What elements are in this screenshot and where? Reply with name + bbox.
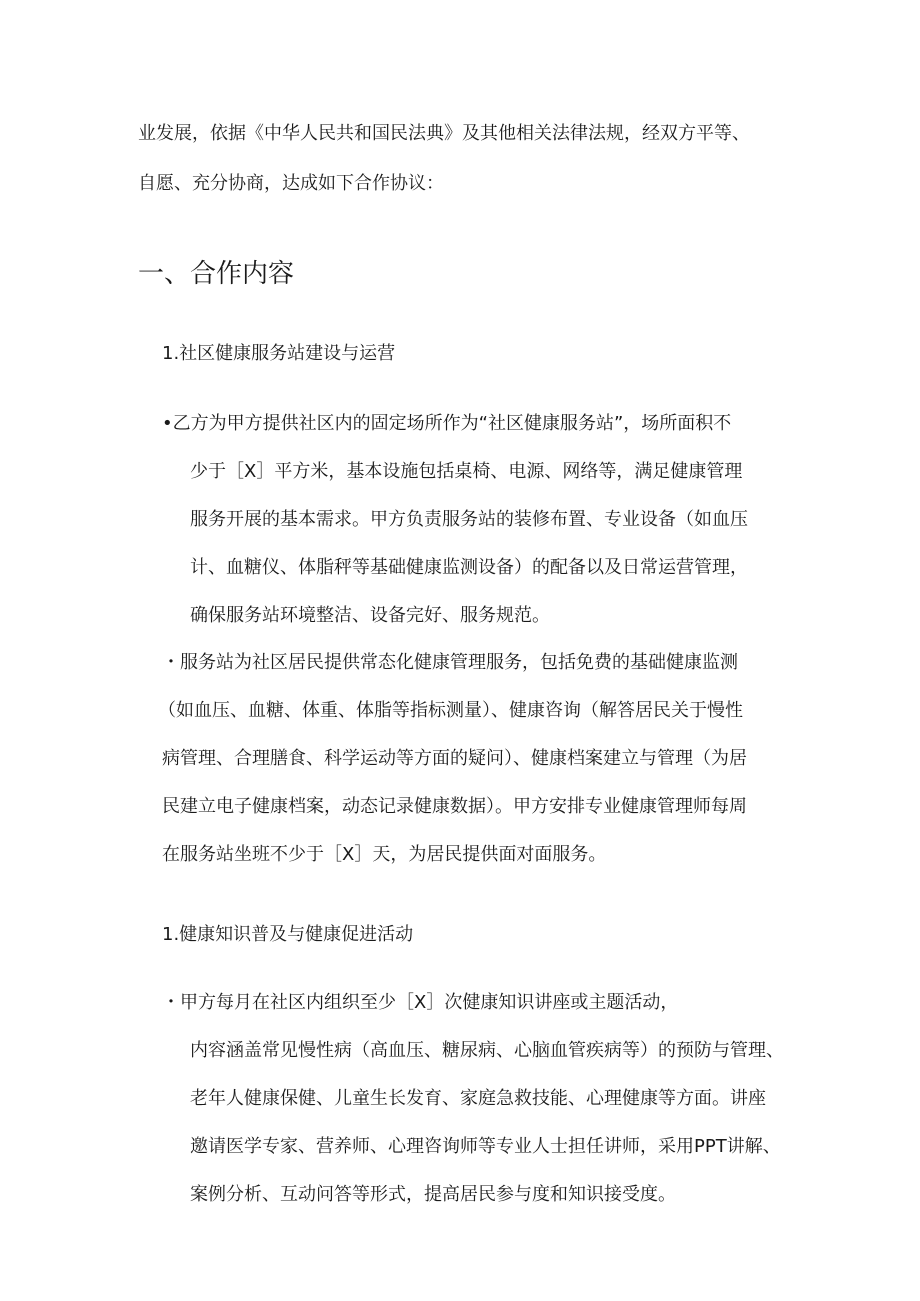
- paragraph-line: 内容涵盖常见慢性病（高血压、糖尿病、心脑血管疾病等）的预防与管理、: [190, 1040, 784, 1061]
- paragraph-line: 民建立电子健康档案，动态记录健康数据）。甲方安排专业健康管理师每周: [162, 796, 747, 817]
- paragraph-line: 邀请医学专家、营养师、心理咨询师等专业人士担任讲师，采用PPT讲解、: [190, 1136, 781, 1157]
- paragraph-line: •乙方为甲方提供社区内的固定场所作为“社区健康服务站”，场所面积不: [162, 413, 732, 434]
- paragraph-line: ・甲方每月在社区内组织至少［X］次健康知识讲座或主题活动，: [162, 992, 679, 1013]
- paragraph-line: （如血压、血糖、体重、体脂等指标测量）、健康咨询（解答居民关于慢性: [158, 700, 743, 721]
- intro-line: 业发展，依据《中华人民共和国民法典》及其他相关法律法规，经双方平等、: [138, 123, 750, 144]
- paragraph-line: 在服务站坐班不少于［X］天，为居民提供面对面服务。: [162, 844, 607, 865]
- subsection-title: 1.社区健康服务站建设与运营: [162, 343, 396, 364]
- paragraph-line: 少于［X］平方米，基本设施包括桌椅、电源、网络等，满足健康管理: [190, 461, 743, 482]
- paragraph-line: 服务开展的基本需求。甲方负责服务站的装修布置、专业设备（如血压: [190, 509, 748, 530]
- paragraph-line: 案例分析、互动问答等形式，提高居民参与度和知识接受度。: [190, 1184, 676, 1205]
- subsection-title: 1.健康知识普及与健康促进活动: [162, 924, 414, 945]
- section-heading: 一、合作内容: [138, 259, 295, 289]
- paragraph-line: 老年人健康保健、儿童生长发育、家庭急救技能、心理健康等方面。讲座: [190, 1088, 766, 1109]
- intro-line: 自愿、充分协商，达成如下合作协议：: [138, 173, 444, 194]
- paragraph-line: 确保服务站环境整洁、设备完好、服务规范。: [190, 605, 550, 626]
- paragraph-line: 病管理、合理膳食、科学运动等方面的疑问）、健康档案建立与管理（为居: [162, 748, 747, 769]
- paragraph-line: ・服务站为社区居民提供常态化健康管理服务，包括免费的基础健康监测: [162, 652, 738, 673]
- paragraph-line: 计、血糖仪、体脂秤等基础健康监测设备）的配备以及日常运营管理，: [190, 557, 748, 578]
